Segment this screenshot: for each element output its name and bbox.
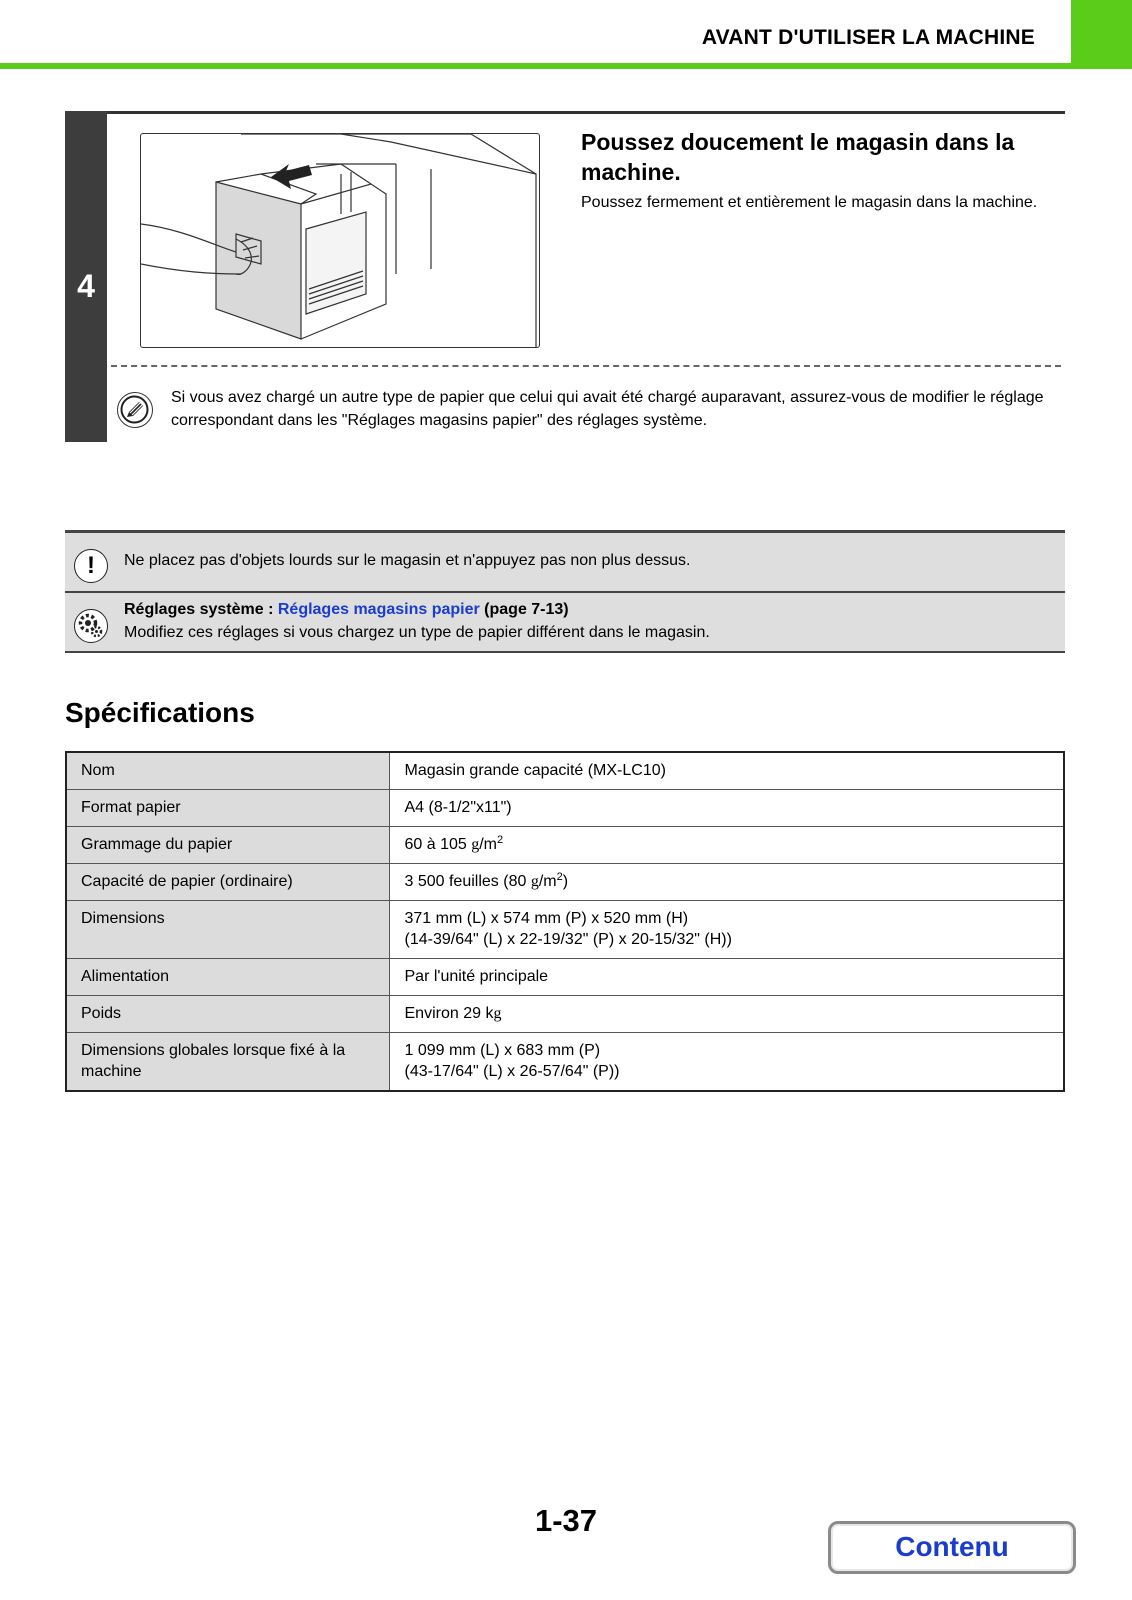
header-green-tab bbox=[1071, 0, 1132, 66]
spec-value-suffix: ) bbox=[562, 873, 569, 890]
spec-value-line: 371 mm (L) x 574 mm (P) x 520 mm (H) bbox=[404, 910, 689, 927]
spec-value bbox=[389, 827, 1064, 864]
spec-label: Grammage du papier bbox=[66, 827, 389, 864]
spec-value bbox=[389, 864, 1064, 901]
spec-value-line: (43-17/64" (L) x 26-57/64" (P)) bbox=[404, 1063, 620, 1080]
pencil-note-icon bbox=[117, 392, 153, 428]
table-row bbox=[66, 996, 1064, 1033]
spec-label: Alimentation bbox=[66, 959, 389, 996]
spec-value bbox=[389, 901, 1064, 959]
spec-unit-exponent: 2 bbox=[497, 834, 504, 846]
spec-label: Dimensions globales lorsque fixé à la machine bbox=[66, 1033, 389, 1092]
system-settings-title bbox=[124, 601, 569, 619]
spec-value bbox=[389, 996, 1064, 1033]
step-number: 4 bbox=[77, 268, 95, 304]
spec-value-text: 60 à 105 bbox=[404, 836, 472, 853]
spec-value-text: 3 500 feuilles (80 bbox=[404, 873, 531, 890]
paper-tray-settings-link[interactable]: Réglages magasins papier bbox=[277, 601, 480, 618]
table-row bbox=[66, 827, 1064, 864]
specifications-table bbox=[65, 751, 1065, 1092]
settings-box-bottom-border bbox=[65, 651, 1065, 653]
step-top-divider bbox=[65, 111, 1065, 114]
table-row bbox=[66, 959, 1064, 996]
dashed-divider bbox=[111, 365, 1061, 367]
spec-value bbox=[389, 1033, 1064, 1092]
exclamation-icon: ! bbox=[74, 549, 108, 583]
table-row bbox=[66, 901, 1064, 959]
spec-unit: g bbox=[493, 1005, 502, 1022]
spec-unit: g bbox=[471, 836, 480, 853]
section-header-title: AVANT D'UTILISER LA MACHINE bbox=[701, 26, 1035, 49]
header-divider bbox=[0, 63, 1132, 69]
spec-unit-exponent: 2 bbox=[556, 871, 563, 883]
spec-value-text: Environ 29 k bbox=[404, 1005, 494, 1022]
spec-label: Format papier bbox=[66, 790, 389, 827]
spec-value: A4 (8-1/2"x11") bbox=[389, 790, 1064, 827]
step-body-text: Poussez fermement et entièrement le magasin dans la machine. bbox=[581, 194, 1038, 211]
spec-unit-area: /m bbox=[479, 836, 498, 853]
spec-label: Nom bbox=[66, 752, 389, 790]
caution-text: Ne placez pas d'objets lourds sur le magasin et n'appuyez pas non plus dessus. bbox=[124, 552, 691, 569]
system-settings-text: Modifiez ces réglages si vous chargez un type de papier différent dans le magasin. bbox=[124, 624, 710, 641]
page-number: 1-37 bbox=[534, 1503, 598, 1538]
specifications-title: Spécifications bbox=[65, 697, 255, 728]
spec-label: Dimensions bbox=[66, 901, 389, 959]
spec-value: Par l'unité principale bbox=[389, 959, 1064, 996]
system-settings-page-ref: (page 7-13) bbox=[479, 601, 569, 618]
table-row bbox=[66, 1033, 1064, 1092]
table-row bbox=[66, 752, 1064, 790]
step-note-text: Si vous avez chargé un autre type de papier que celui qui avait été chargé auparavant, assurez-vous de modifier le réglage correspondant dans les "Réglages magasins papier" des réglages système. bbox=[171, 389, 1044, 429]
settings-gear-icon bbox=[74, 609, 108, 643]
table-row bbox=[66, 864, 1064, 901]
step-heading: Poussez doucement le magasin dans la machine. bbox=[581, 129, 1015, 185]
system-settings-prefix: Réglages système : bbox=[124, 601, 278, 618]
spec-label: Capacité de papier (ordinaire) bbox=[66, 864, 389, 901]
spec-unit: g bbox=[530, 873, 539, 890]
hand-pushing-paper-tray-illustration bbox=[140, 133, 540, 348]
spec-unit-area: /m bbox=[538, 873, 557, 890]
spec-value: Magasin grande capacité (MX-LC10) bbox=[389, 752, 1064, 790]
table-row bbox=[66, 790, 1064, 827]
spec-value-line: (14-39/64" (L) x 22-19/32" (P) x 20-15/32" (H)) bbox=[404, 931, 732, 948]
spec-label: Poids bbox=[66, 996, 389, 1033]
contents-button[interactable]: Contenu bbox=[828, 1521, 1076, 1574]
spec-value-line: 1 099 mm (L) x 683 mm (P) bbox=[404, 1042, 601, 1059]
